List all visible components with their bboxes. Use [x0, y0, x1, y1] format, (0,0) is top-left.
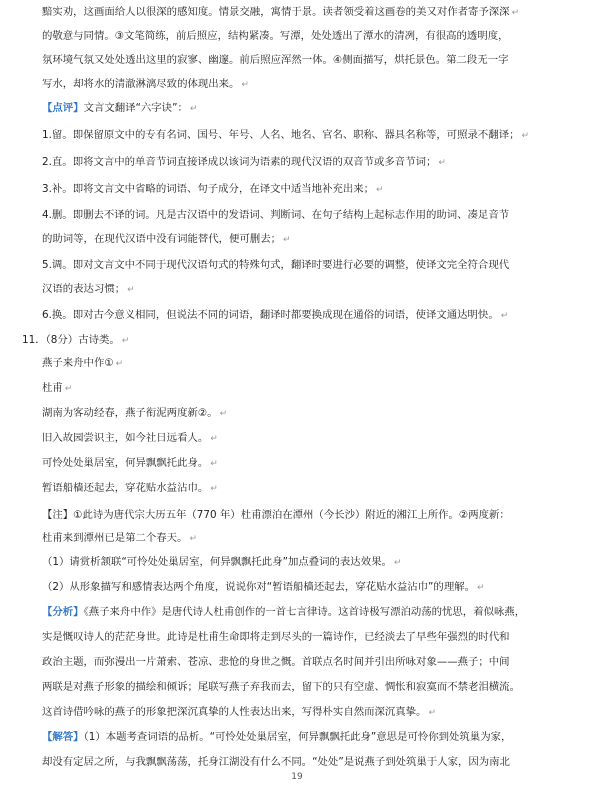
tip-item: 3.补。即将文言文中省略的词语、句子成分，在译文中适当地补充出来； ↵: [42, 183, 384, 195]
tip-item: 的助词等，在现代汉语中没有词能替代，便可删去； ↵: [42, 233, 291, 245]
poem-line: 旧入故园尝识主，如今社日远看人。 ↵: [42, 432, 218, 444]
subquestion: （1）请赏析颔联“可怜处处巢居室，何异飘飘托此身”加点叠词的表达效果。 ↵: [42, 556, 402, 568]
text-line: 氛环境气氛又处处透出这里的寂寥、幽邃。前后照应浑然一体。④侧面描写，烘托景色。第二段无一字: [42, 54, 509, 66]
answer-line: 【解答】（1）本题考查词语的品析。“可怜处处巢居室，何异飘飘托此身”意思是可怜你到处筑巢为家，: [42, 731, 512, 743]
analysis-line: 【分析】《燕子来舟中作》是唐代诗人杜甫创作的一首七言律诗。这首诗极写漂泊动荡的忧思，着似咏燕，: [42, 606, 526, 618]
text-line: 的敬意与同情。③文笔简练，前后照应，结构紧凑。写潭，处处透出了潭水的清冽，有很高的透明度，: [42, 30, 509, 42]
page-number: 19: [291, 772, 303, 782]
poem-title: 燕子来舟中作① ↵: [42, 357, 124, 369]
subquestion: （2）从形象描写和感情表达两个角度，说说你对“暂语船樯还起去，穿花贴水益沾巾”的理解。 ↵: [42, 581, 485, 593]
poem-line: 湖南为客动经春，燕子衔泥两度新②。 ↵: [42, 407, 228, 419]
tip-item: 4.删。即删去不译的词。凡是古汉语中的发语词、判断词、在句子结构上起标志作用的助词、凑足音节: [42, 209, 510, 221]
analysis-line: 这首诗借吟咏的燕子的形象把深沉真挚的人性表达出来，写得朴实自然而深沉真挚。 ↵: [42, 706, 436, 718]
tip-item: 汉语的表达习惯； ↵: [42, 283, 135, 295]
tip-item: 5.调。即对文言文中不同于现代汉语句式的特殊句式，翻译时要进行必要的调整，使译文完全符合现代: [42, 259, 510, 271]
answer-line: 却没有定居之所，与我飘飘荡荡，托身江湖没有什么不同。“处处”是说燕子到处筑巢于人家，因为南北: [42, 756, 510, 768]
tip-item: 2.直。即将文言中的单音节词直接译成以该词为语素的现代汉语的双音节或多音节词； ↵: [42, 156, 446, 168]
tip-heading: 【点评】文言文翻译“六字诀”： ↵: [42, 102, 198, 114]
analysis-line: 两联是对燕子形象的描绘和倾诉；尾联写燕子弃我而去，留下的只有空虚、惆怅和寂寞而不禁老泪横流。: [42, 681, 520, 693]
poem-line: 可怜处处巢居室，何异飘飘托此身。 ↵: [42, 457, 218, 469]
tip-item: 1.留。即保留原文中的专有名词、国号、年号、人名、地名、官名、职称、器具名称等，可照录不翻译； ↵: [42, 129, 530, 141]
text-line: 黯实劝，这画面给人以很深的感知度。情景交融，寓情于景。读者领受着这画卷的美又对作者寄予深深 ↵: [42, 6, 520, 18]
question-number: 11．（8分）古诗类。 ↵: [22, 334, 130, 346]
note-line: 杜甫来到潭州已是第二个春天。 ↵: [42, 532, 198, 544]
text-line: 写水，却将水的清澈淋漓尽致的体现出来。 ↵: [42, 78, 249, 90]
analysis-line: 实是慨叹诗人的茫茫身世。此诗是杜甫生命即将走到尽头的一篇诗作，已经淡去了早些年强烈的时代和: [42, 631, 510, 643]
analysis-line: 政治主题，而弥漫出一片萧索、苍凉、悲怆的身世之慨。首联点名时间并引出所咏对象——燕子；中间: [42, 656, 510, 668]
tip-item: 6.换。即对古今意义相同，但说法不同的词语，翻译时都要换成现在通俗的词语，使译文通达明快。 ↵: [42, 309, 509, 321]
poem-line: 暂语船樯还起去，穿花贴水益沾巾。 ↵: [42, 482, 218, 494]
poem-author: 杜甫 ↵: [42, 382, 73, 394]
note-line: 【注】①此诗为唐代宗大历五年（770 年）杜甫漂泊在潭州（今长沙）附近的湘江上所作。②两度新：: [42, 509, 510, 521]
